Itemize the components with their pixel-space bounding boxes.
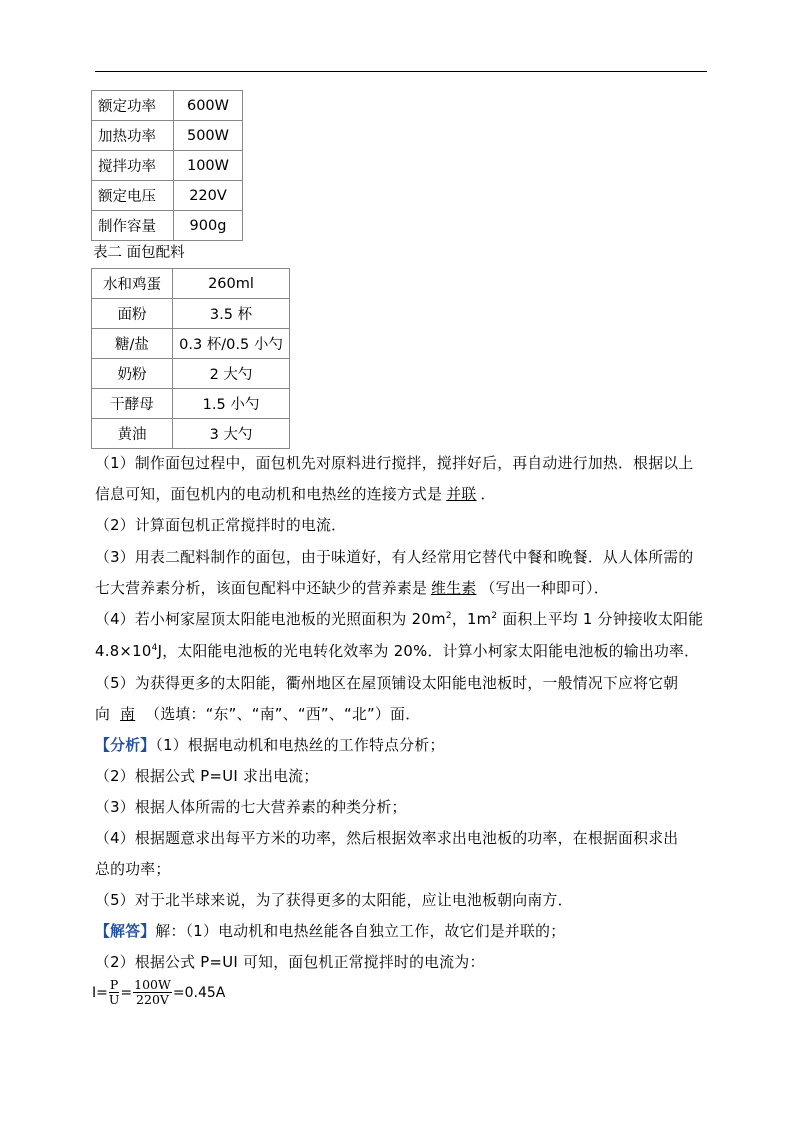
table-cell: 额定电压 (92, 181, 174, 211)
spec-table (91, 90, 243, 241)
q1-text: 信息可知，面包机内的电动机和电热丝的连接方式是 (95, 486, 443, 503)
table-cell: 260ml (173, 269, 290, 299)
table-cell: 500W (174, 121, 243, 151)
analysis-line4b: 总的功率； (95, 861, 171, 878)
analysis-text: （1）根据电动机和电热丝的工作特点分析； (155, 737, 445, 754)
table-cell: 干酵母 (92, 389, 173, 419)
formula-result: =0.45A (172, 984, 226, 1001)
table-cell: 0.3 杯/0.5 小勺 (173, 329, 290, 359)
table2-caption: 表二 面包配料 (93, 245, 185, 261)
table-cell: 搅拌功率 (92, 151, 174, 181)
formula-equals: = (120, 984, 133, 1001)
q5-text: 向 (95, 706, 111, 723)
table-row (92, 299, 290, 329)
table-row (92, 359, 290, 389)
denominator: U (108, 992, 120, 1007)
q3-text: 七大营养素分析，该面包配料中还缺少的营养素是 (95, 580, 428, 597)
analysis-line2: （2）根据公式 P=UI 求出电流； (95, 768, 319, 785)
table-row (92, 91, 243, 121)
q1-text-end: ． (480, 486, 496, 503)
numerator: 100W (134, 977, 171, 992)
table-cell: 额定功率 (92, 91, 174, 121)
table-row (92, 181, 243, 211)
table-cell: 3 大勺 (173, 419, 290, 449)
analysis-line4a: （4）根据题意求出每平方米的功率，然后根据效率求出电池板的功率，在根据面积求出 (95, 830, 679, 847)
table-cell: 220V (174, 181, 243, 211)
table-cell: 1.5 小勺 (173, 389, 290, 419)
table-cell: 2 大勺 (173, 359, 290, 389)
superscript: 4 (151, 643, 158, 654)
superscript: 2 (445, 611, 452, 622)
table-row (92, 389, 290, 419)
formula-lhs: I= (92, 984, 108, 1001)
table-row (92, 269, 290, 299)
q4-line2 (95, 640, 699, 661)
q4-line1 (95, 608, 703, 629)
table-cell: 奶粉 (92, 359, 173, 389)
analysis-line3: （3）根据人体所需的七大营养素的种类分析； (95, 799, 407, 816)
table-cell: 3.5 杯 (173, 299, 290, 329)
q2-line: （2）计算面包机正常搅拌时的电流． (95, 517, 347, 534)
q3-answer: 维生素 (431, 580, 477, 597)
q1-line2 (95, 483, 496, 504)
table-row (92, 121, 243, 151)
q4-text-c: 面积上平均 1 分钟接收太阳能 (497, 611, 704, 628)
table-cell: 600W (174, 91, 243, 121)
table-row (92, 151, 243, 181)
analysis-line1 (95, 734, 445, 755)
table-cell: 黄油 (92, 419, 173, 449)
header-rule (95, 71, 707, 72)
ingredients-table (91, 268, 290, 449)
q4-text-e: J，太阳能电池板的光电转化效率为 20%．计算小柯家太阳能电池板的输出功率． (157, 643, 700, 660)
table-cell: 加热功率 (92, 121, 174, 151)
table-row (92, 419, 290, 449)
table-cell: 水和鸡蛋 (92, 269, 173, 299)
q4-text-a: （4）若小柯家屋顶太阳能电池板的光照面积为 20m (95, 611, 446, 628)
q5-line1: （5）为获得更多的太阳能，衢州地区在屋顶铺设太阳能电池板时，一般情况下应将它朝 (95, 675, 679, 692)
q5-text-end: （选填：“东”、“南”、“西”、“北”）面． (145, 706, 421, 723)
table-cell: 面粉 (92, 299, 173, 329)
q5-line2 (95, 703, 420, 724)
superscript: 2 (491, 611, 498, 622)
table-cell: 制作容量 (92, 211, 174, 241)
current-formula (92, 978, 225, 1007)
q4-text-b: ，1m (451, 611, 492, 628)
q3-line2 (95, 577, 609, 598)
solution-line1 (95, 920, 565, 941)
solution-line2: （2）根据公式 P=UI 可知，面包机正常搅拌时的电流为： (95, 954, 485, 971)
analysis-line5: （5）对于北半球来说，为了获得更多的太阳能，应让电池板朝向南方． (95, 892, 573, 909)
analysis-tag: 【分析】 (95, 737, 156, 754)
numerator: P (109, 977, 119, 992)
q3-line1: （3）用表二配料制作的面包，由于味道好，有人经常用它替代中餐和晚餐．从人体所需的 (95, 549, 694, 566)
fraction-values (133, 978, 172, 1007)
table-cell: 900g (174, 211, 243, 241)
q3-text-end: （写出一种即可）． (480, 580, 609, 597)
solution-tag: 【解答】 (95, 923, 156, 940)
table-cell: 100W (174, 151, 243, 181)
denominator: 220V (136, 992, 169, 1007)
q1-line1: （1）制作面包过程中，面包机先对原料进行搅拌，搅拌好后，再自动进行加热．根据以上 (95, 455, 694, 472)
q1-answer: 并联 (446, 486, 477, 503)
table-cell: 糖/盐 (92, 329, 173, 359)
table-row (92, 211, 243, 241)
q5-answer: 南 (120, 706, 136, 723)
solution-text: 解：（1）电动机和电热丝能各自独立工作，故它们是并联的； (155, 923, 566, 940)
fraction-p-over-u (109, 978, 120, 1007)
q4-text-d: 4.8×10 (95, 643, 152, 660)
table-row (92, 329, 290, 359)
